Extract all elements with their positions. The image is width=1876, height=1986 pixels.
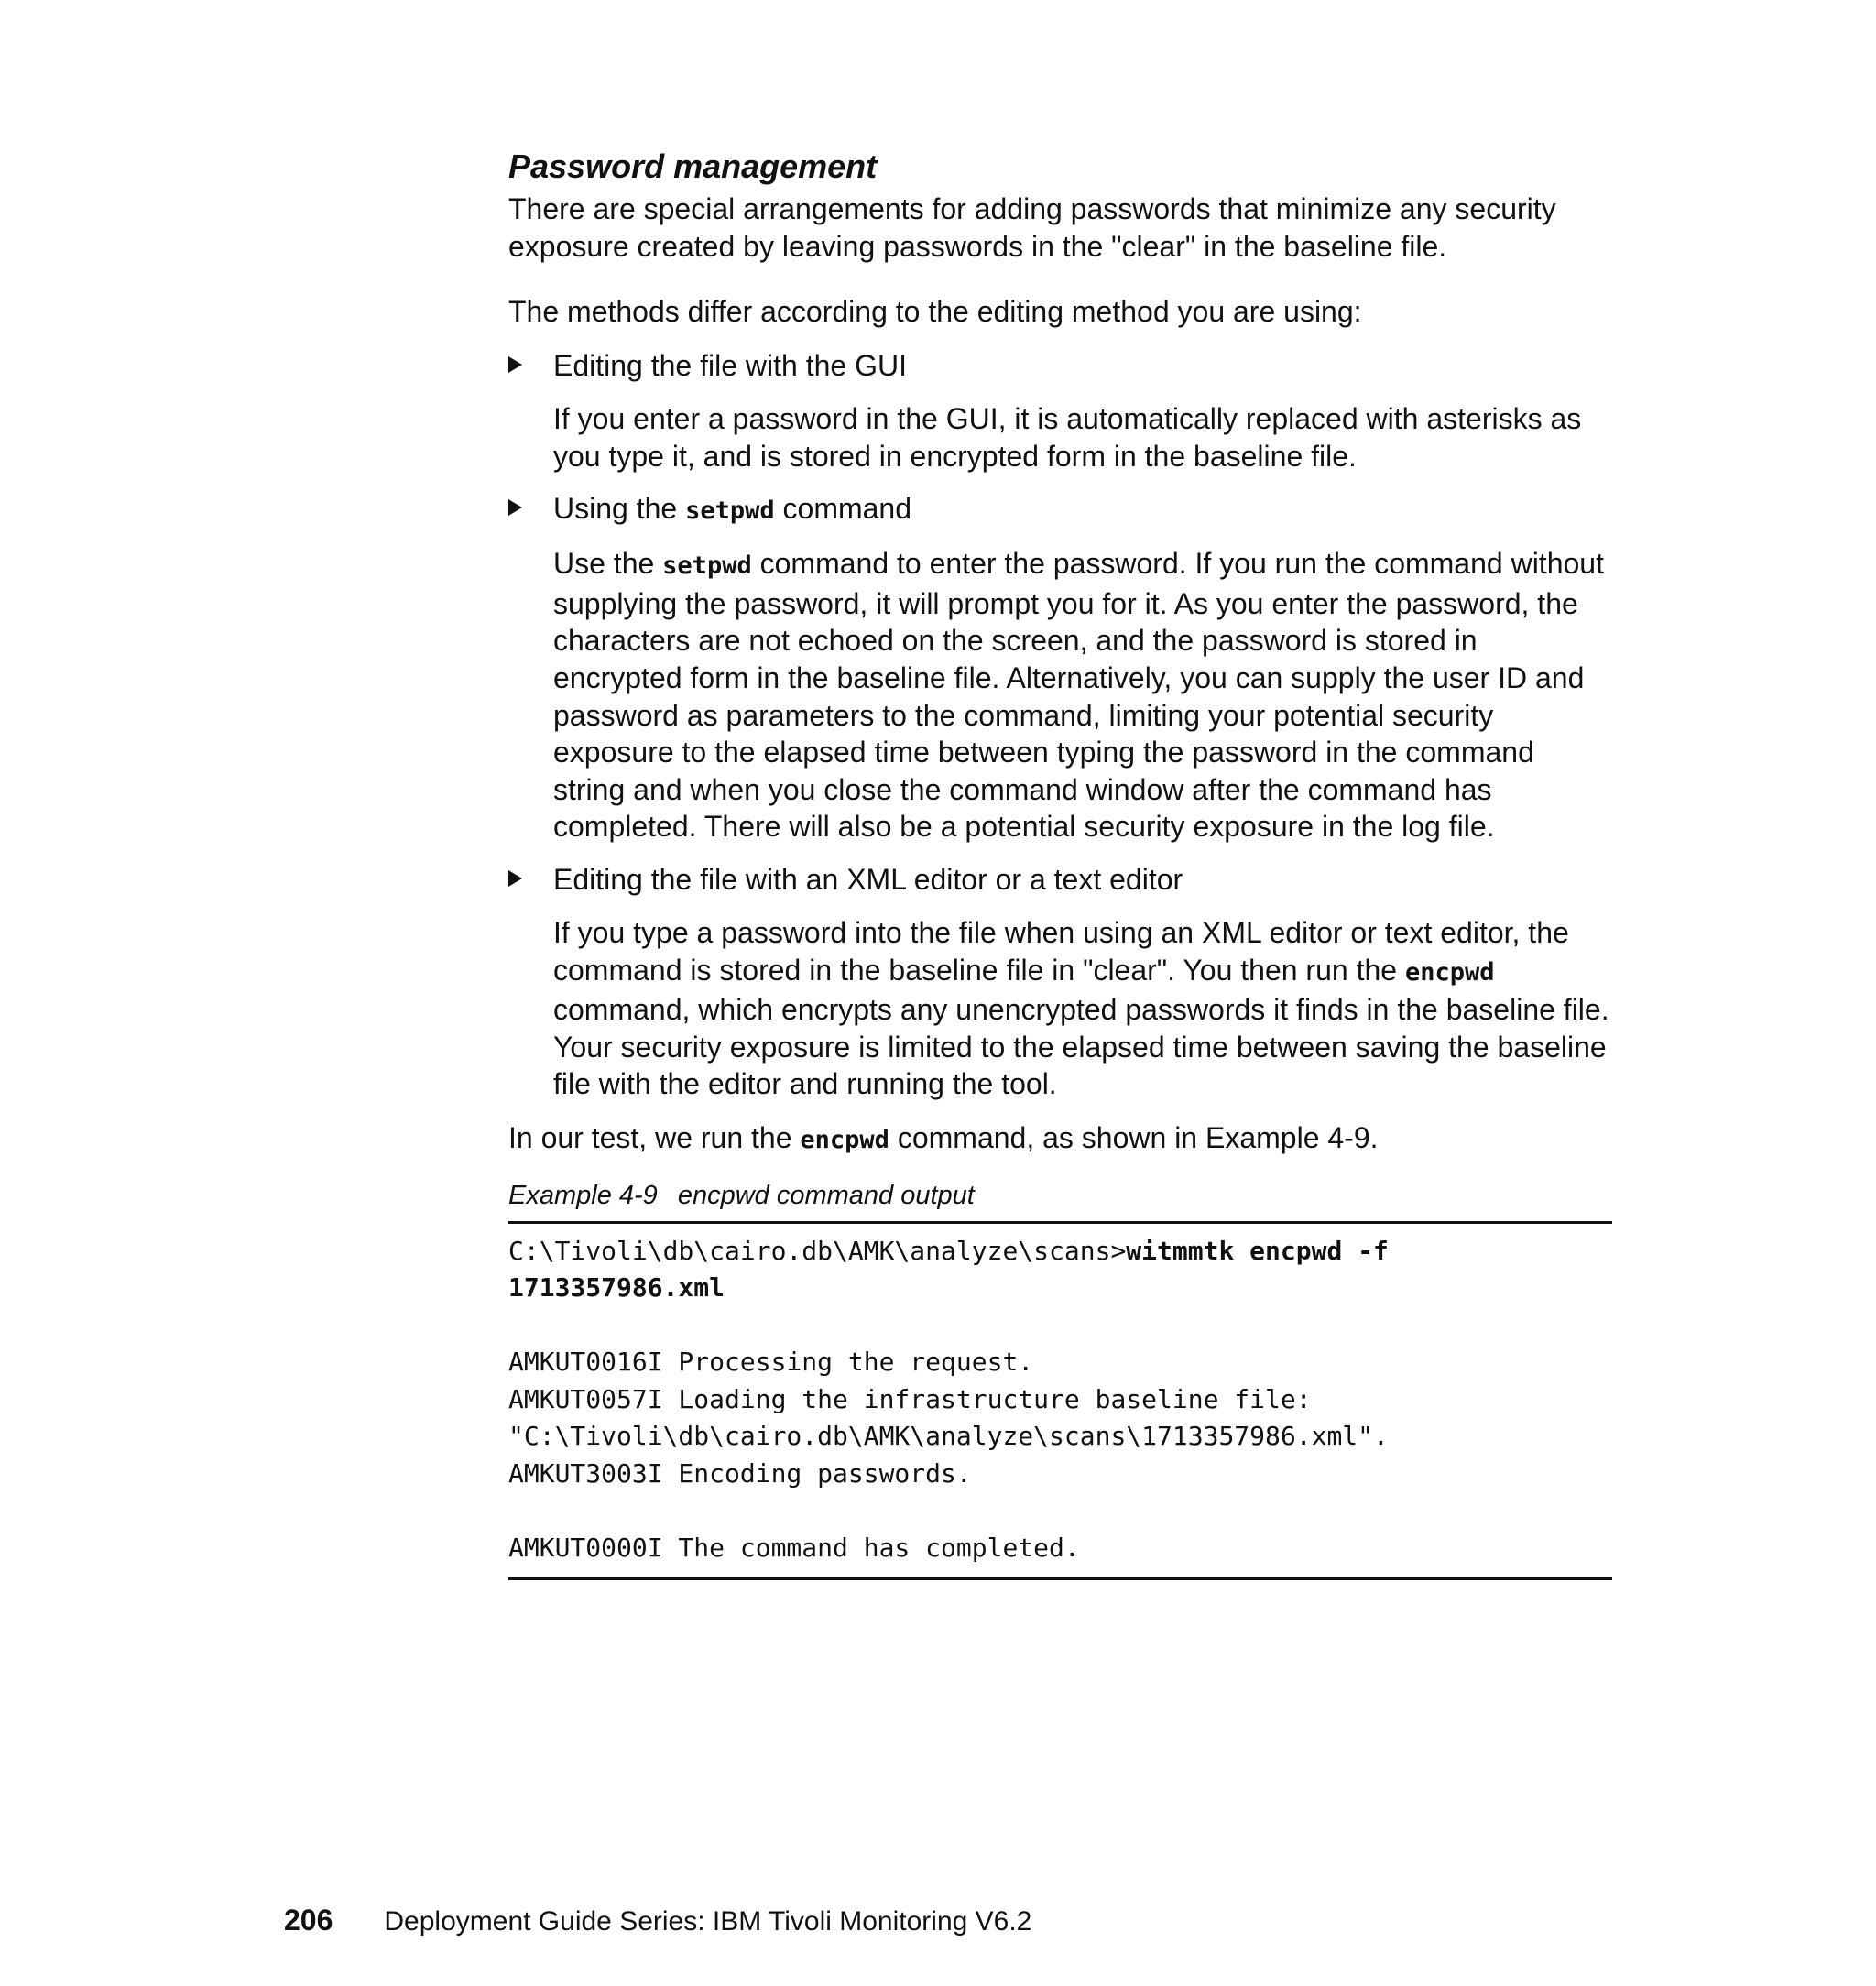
bullet-body-text: If you type a password into the file when using an XML editor or text editor, the command is stored in the baseline file in "clear". You then run the — [553, 915, 1569, 987]
bullet-body: If you enter a password in the GUI, it is automatically replaced with asterisks as you type it, and is stored in encrypted form in the baseline file. — [553, 402, 1582, 473]
triangle-bullet-icon — [508, 870, 522, 887]
code-command: 1713357986.xml — [508, 1272, 725, 1304]
code-example — [508, 1221, 1612, 1581]
code-text: AMKUT0000I The command has completed. — [508, 1532, 1080, 1563]
example-number: Example 4-9 — [508, 1180, 658, 1210]
methods-intro-paragraph: The methods differ according to the editing method you are using: — [508, 295, 1362, 328]
bullet-body-text: command to enter the password. If you run the command without supplying the password, it will prompt you for it. As you enter the password, the characters are not echoed on the screen, and the password is stored in encrypted form in the baseline file. Alternatively, you can supply the user ID and password as parameters to the command, limiting your potential security exposure to the elapsed time between typing the password in the command string and when you close the command window after the command has completed. There will also be a potential security exposure in the log file. — [553, 547, 1604, 844]
code-line — [508, 1344, 1612, 1381]
command-name: encpwd — [800, 1125, 889, 1154]
command-name: setpwd — [662, 551, 752, 581]
code-text: AMKUT0016I Processing the request. — [508, 1347, 1034, 1378]
bullet-title: Editing the file with an XML editor or a text editor — [553, 862, 1183, 896]
code-text: C:\Tivoli\db\cairo.db\AMK\analyze\scans> — [508, 1235, 1127, 1266]
command-name: setpwd — [685, 496, 775, 526]
code-line — [508, 1270, 1612, 1307]
bullet-title — [553, 490, 1612, 529]
list-item — [508, 490, 1612, 846]
page-number: 206 — [284, 1904, 333, 1937]
code-line — [508, 1307, 1612, 1345]
section-heading: Password management — [508, 147, 878, 185]
page-footer — [284, 1904, 1031, 1938]
code-line — [508, 1233, 1612, 1271]
code-text: "C:\Tivoli\db\cairo.db\AMK\analyze\scans\1713357986.xml". — [508, 1421, 1389, 1452]
bullet-title: Editing the file with the GUI — [553, 349, 907, 382]
code-line — [508, 1418, 1612, 1456]
triangle-bullet-icon — [508, 356, 522, 373]
page-content — [508, 147, 1612, 1580]
intro-paragraph: There are special arrangements for adding passwords that minimize any security exposure created by leaving passwords in the "clear" in the baseline file. — [508, 192, 1556, 263]
bullet-title-text: Using the — [553, 492, 686, 526]
methods-list — [508, 347, 1612, 1103]
test-text: command, as shown in Example 4-9. — [889, 1120, 1379, 1154]
bullet-body — [553, 914, 1612, 1103]
bullet-body-text: Use the — [553, 547, 663, 581]
bullet-body — [553, 545, 1612, 846]
code-text: AMKUT0057I Loading the infrastructure baseline file: — [508, 1383, 1312, 1414]
code-line — [508, 1456, 1612, 1493]
code-line — [508, 1381, 1612, 1419]
book-title: Deployment Guide Series: IBM Tivoli Monitoring V6.2 — [384, 1906, 1032, 1937]
test-paragraph — [508, 1119, 1612, 1159]
code-text: AMKUT3003I Encoding passwords. — [508, 1457, 972, 1489]
code-line — [508, 1492, 1612, 1530]
bullet-body-text: command, which encrypts any unencrypted passwords it finds in the baseline file. Your security exposure is limited to the elapsed time between saving the baseline file with the editor and running the tool. — [553, 993, 1609, 1101]
example-caption — [508, 1179, 1612, 1212]
test-text: In our test, we run the — [508, 1120, 801, 1154]
triangle-bullet-icon — [508, 499, 522, 516]
code-line — [508, 1530, 1612, 1567]
code-command: witmmtk encpwd -f — [1126, 1235, 1389, 1266]
list-item — [508, 861, 1612, 1103]
command-name: encpwd — [1404, 957, 1495, 987]
bullet-title-text: command — [774, 492, 912, 526]
example-title: encpwd command output — [677, 1180, 975, 1210]
list-item — [508, 347, 1612, 475]
